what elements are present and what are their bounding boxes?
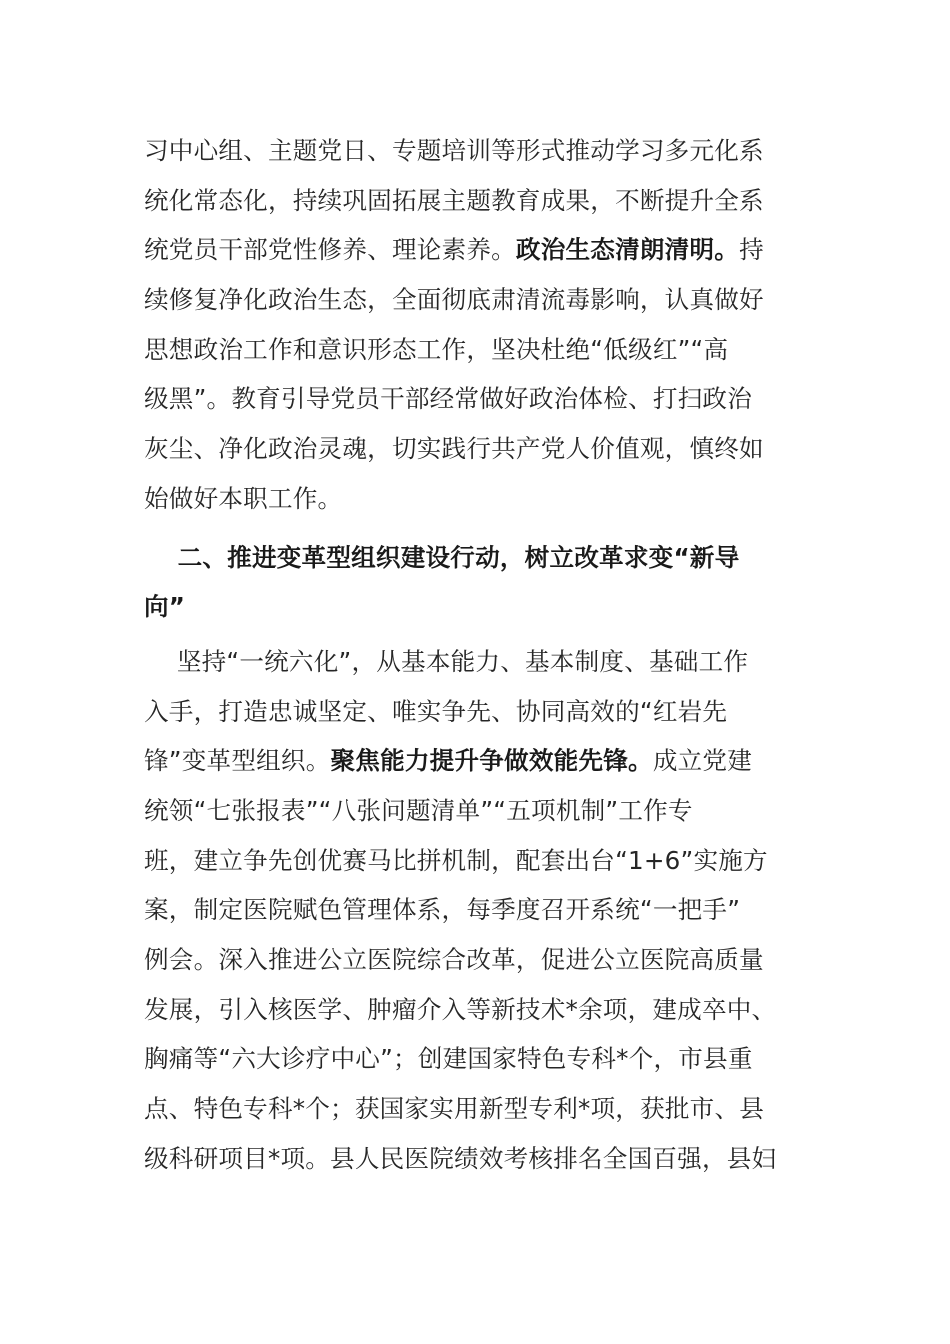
text-line: 灰尘、净化政治灵魂，切实践行共产党人价值观，慎终如 <box>144 434 764 464</box>
text-line: 案，制定医院赋色管理体系，每季度召开系统“一把手” <box>144 895 741 925</box>
text-line: 级黑”。教育引导党员干部经常做好政治体检、打扫政治 <box>144 384 752 414</box>
text-line <box>144 637 806 687</box>
text-segment: 成立党建 <box>652 746 753 776</box>
paragraph-political-ecology <box>144 126 806 524</box>
text-line: 发展，引入核医学、肿瘤介入等新技术*余项，建成卒中、 <box>144 994 777 1024</box>
text-line: 统化常态化，持续巩固拓展主题教育成果，不断提升全系 <box>144 185 764 215</box>
heading-text: 二、推进变革型组织建设行动，树立改革求变“新导 <box>177 542 740 572</box>
document-body <box>144 126 806 1183</box>
text-line: 点、特色专科*个；获国家实用新型专利*项，获批市、县 <box>144 1094 765 1124</box>
bold-subheading: 聚焦能力提升争做效能先锋。 <box>330 746 653 776</box>
paragraph-reform-organization <box>144 637 806 1184</box>
text-line: 习中心组、主题党日、专题培训等形式推动学习多元化系 <box>144 136 764 165</box>
text-line: 续修复净化政治生态，全面彻底肃清流毒影响，认真做好 <box>144 285 764 315</box>
text-line: 胸痛等“六大诊疗中心”；创建国家特色专科*个，市县重 <box>144 1044 753 1074</box>
text-segment: 统党员干部党性修养、理论素养。 <box>144 235 516 265</box>
text-line: 始做好本职工作。 <box>144 483 343 513</box>
text-line: 统领“七张报表”“八张问题清单”“五项机制”工作专 <box>144 795 693 825</box>
text-segment: 坚持“一统六化”，从基本能力、基本制度、基础工作 <box>176 646 749 676</box>
text-line: 班，建立争先创优赛马比拼机制，配套出台“1+6”实施方 <box>144 845 768 875</box>
text-line <box>144 225 806 275</box>
heading-line <box>144 533 806 583</box>
text-segment: 持 <box>739 235 764 265</box>
text-segment: 锋”变革型组织。 <box>144 746 331 776</box>
heading-line: 向” <box>144 592 186 622</box>
text-line <box>144 736 806 786</box>
text-line: 思想政治工作和意识形态工作，坚决杜绝“低级红”“高 <box>144 334 729 364</box>
text-line: 级科研项目*项。县人民医院绩效考核排名全国百强，县妇 <box>144 1143 777 1173</box>
text-line: 例会。深入推进公立医院综合改革，促进公立医院高质量 <box>144 945 764 974</box>
text-line: 入手，打造忠诚坚定、唯实争先、协同高效的“红岩先 <box>144 696 728 726</box>
section-heading-2 <box>144 533 806 632</box>
bold-subheading: 政治生态清朗清明。 <box>515 235 740 265</box>
